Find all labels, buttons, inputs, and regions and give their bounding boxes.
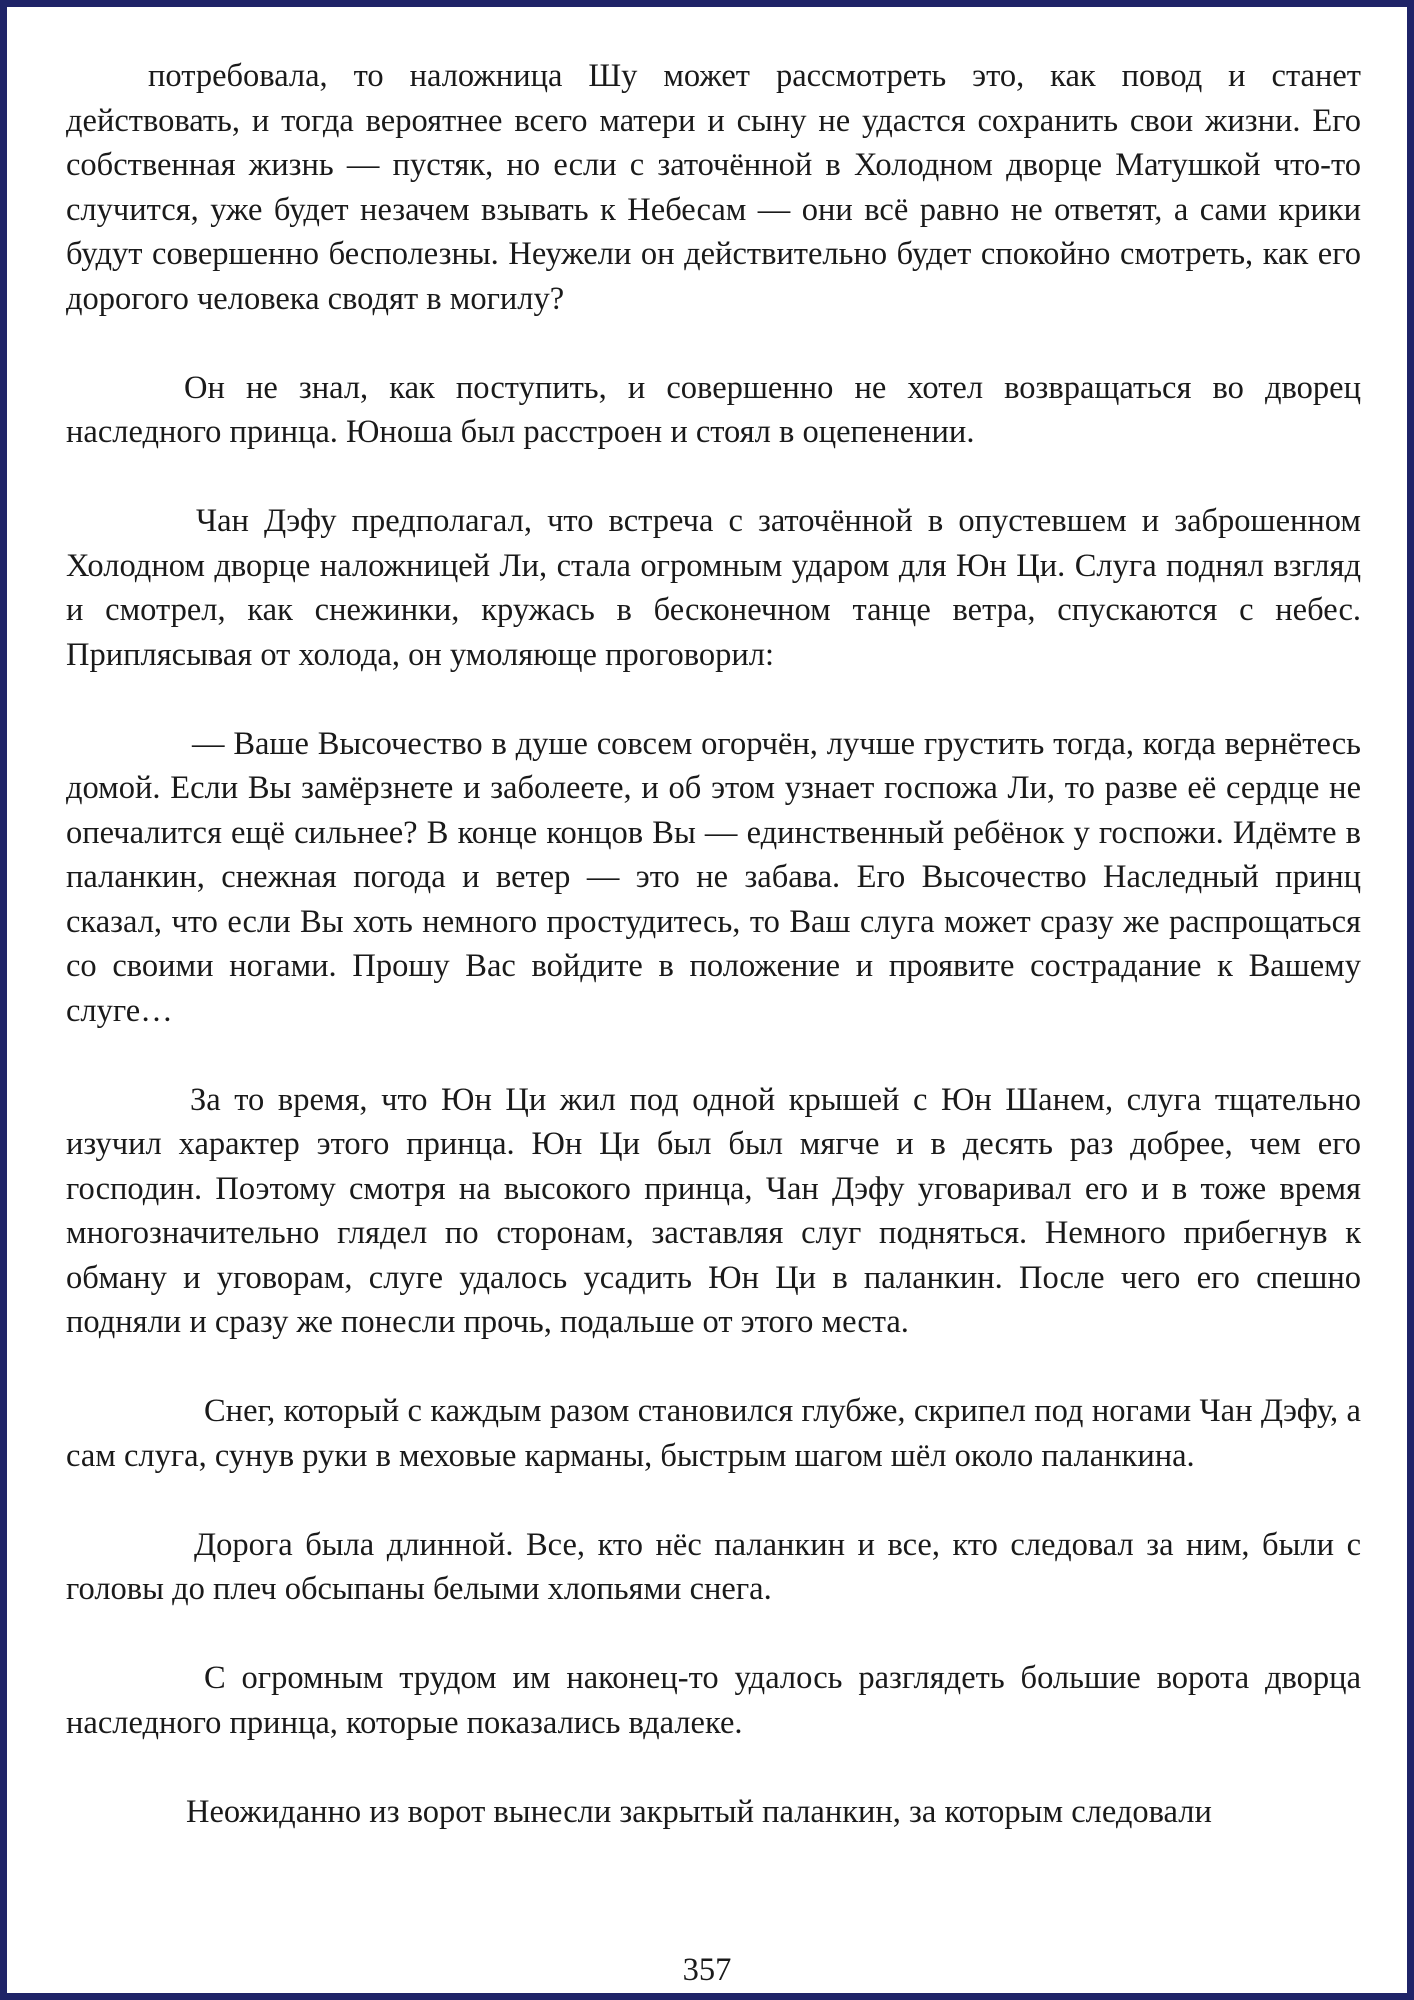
paragraph-8: С огромным трудом им наконец-то удалось разглядеть большие ворота дворца наследного принца, которые показались вдалеке.	[66, 1660, 1361, 1741]
paragraph-5: За то время, что Юн Ци жил под одной крышей с Юн Шанем, слуга тщательно изучил характер этого принца. Юн Ци был был мягче и в десять раз добрее, чем его господин. Поэтому смотря на высокого принца, Чан Дэфу уговаривал его и в тоже время многозначительно глядел по сторонам, заставляя слуг подняться. Немного прибегнув к обману и уговорам, слуге удалось усадить Юн Ци в паланкин. После чего его спешно подняли и сразу же понесли прочь, подальше от этого места.	[66, 1081, 1361, 1340]
paragraph-6: Снег, который с каждым разом становился глубже, скрипел под ногами Чан Дэфу, а сам слуга, сунув руки в меховые карманы, быстрым шагом шёл около паланкина.	[66, 1393, 1361, 1474]
paragraph-9: Неожиданно из ворот вынесли закрытый паланкин, за которым следовали	[186, 1793, 1212, 1830]
paragraph-3: Чан Дэфу предполагал, что встреча с заточённой в опустевшем и заброшенном Холодном дворце наложницей Ли, стала огромным ударом для Юн Ци. Слуга поднял взгляд и смотрел, как снежинки, кружась в бесконечном танце ветра, спускаются с небес. Приплясывая от холода, он умоляюще проговорил:	[66, 503, 1361, 673]
page-number: 357	[682, 1952, 732, 1988]
body-text	[66, 54, 1361, 1834]
paragraph-7: Дорога была длинной. Все, кто нёс паланкин и все, кто следовал за ним, были с головы до плеч обсыпаны белыми хлопьями снега.	[66, 1526, 1361, 1607]
paragraph-2: Он не знал, как поступить, и совершенно не хотел возвращаться во дворец наследного принца. Юноша был расстроен и стоял в оцепенении.	[66, 369, 1361, 450]
paragraph-1: потребовала, то наложница Шу может рассмотреть это, как повод и станет действовать, и тогда вероятнее всего матери и сыну не удастся сохранить свои жизни. Его собственная жизнь — пустяк, но если с заточённой в Холодном дворце Матушкой что-то случится, уже будет незачем взывать к Небесам — они всё равно не ответят, а сами крики будут совершенно бесполезны. Неужели он действительно будет спокойно смотреть, как его дорогого человека сводят в могилу?	[66, 58, 1361, 317]
paragraph-4: — Ваше Высочество в душе совсем огорчён, лучше грустить тогда, когда вернётесь домой. Если Вы замёрзнете и заболеете, и об этом узнает госпожа Ли, то разве её сердце не опечалится ещё сильнее? В конце концов Вы — единственный ребёнок у госпожи. Идёмте в паланкин, снежная погода и ветер — это не забава. Его Высочество Наследный принц сказал, что если Вы хоть немного простудитесь, то Ваш слуга может сразу же распрощаться со своими ногами. Прошу Вас войдите в положение и проявите сострадание к Вашему слуге…	[66, 725, 1361, 1029]
